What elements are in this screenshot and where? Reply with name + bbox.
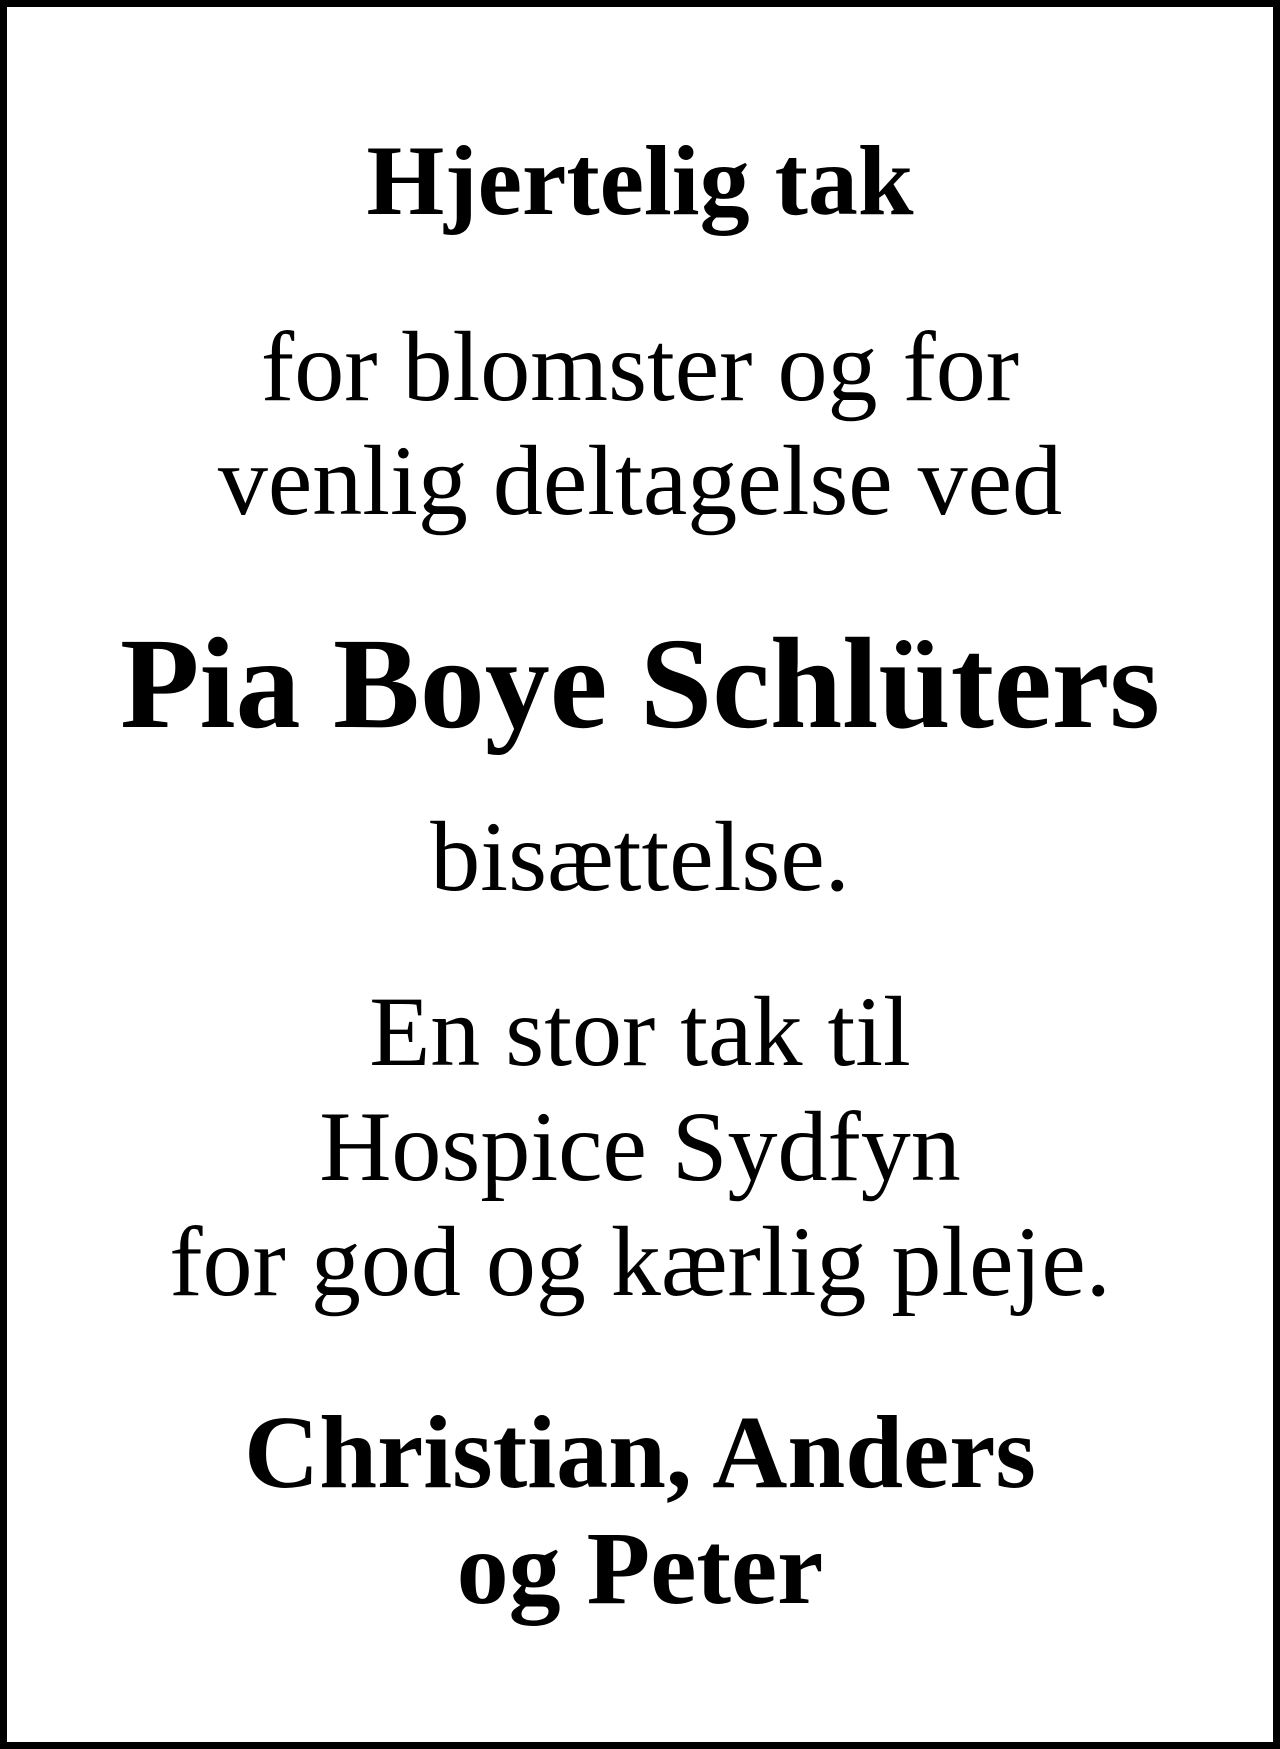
intro-line-2: venlig deltagelse ved bbox=[217, 425, 1063, 536]
ceremony-text: bisættelse. bbox=[430, 801, 850, 912]
thanks-line-1: En stor tak til bbox=[369, 976, 911, 1087]
intro-line-1: for blomster og for bbox=[260, 311, 1020, 422]
thanks-line-3: for god og kærlig pleje. bbox=[169, 1206, 1111, 1317]
thanks-line-2: Hospice Sydfyn bbox=[319, 1091, 961, 1202]
signature-line-2: og Peter bbox=[456, 1511, 824, 1626]
signature-line-1: Christian, Anders bbox=[244, 1395, 1036, 1510]
deceased-name: Pia Boye Schlüters bbox=[120, 612, 1160, 756]
notice-heading: Hjertelig tak bbox=[366, 125, 914, 236]
